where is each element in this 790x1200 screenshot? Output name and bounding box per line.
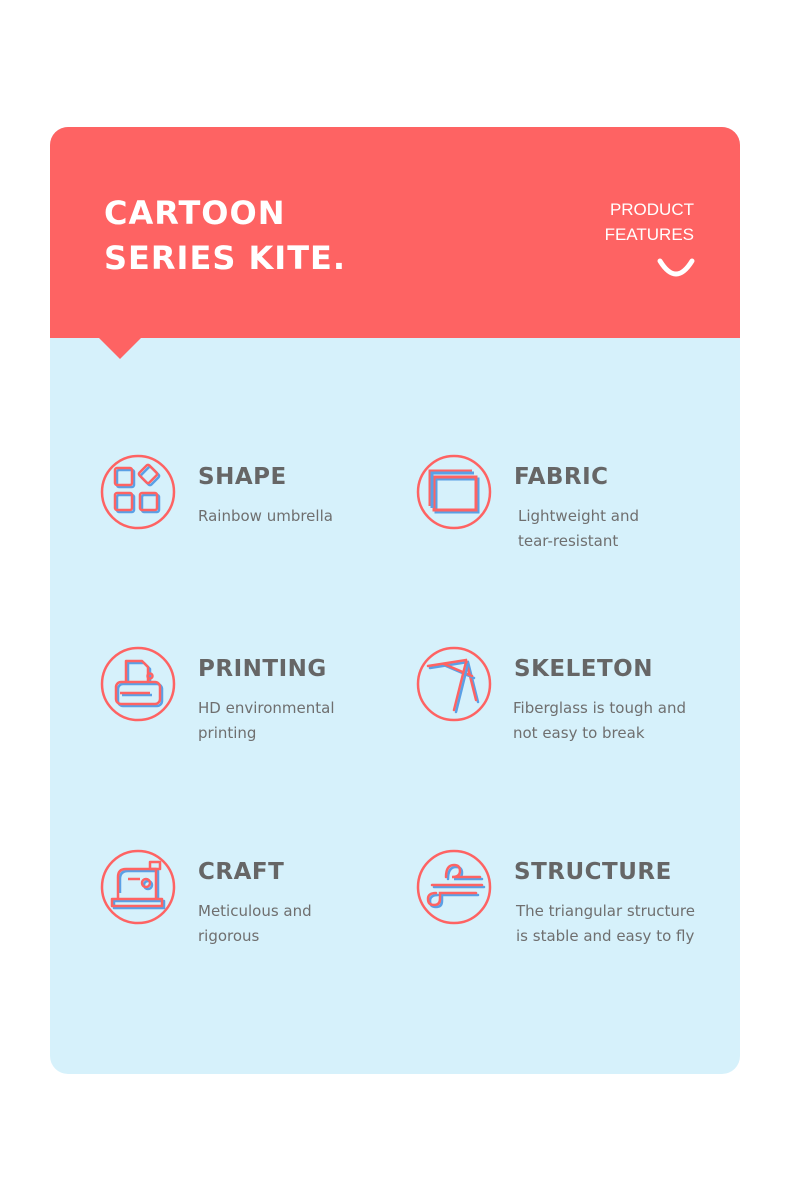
feature-desc-line: not easy to break xyxy=(513,724,645,742)
card-header xyxy=(50,127,740,338)
feature-title: SHAPE xyxy=(198,464,287,490)
feature-desc-line: Meticulous and xyxy=(198,902,312,920)
sewing-machine-icon xyxy=(100,849,176,925)
feature-desc-line: is stable and easy to fly xyxy=(516,927,695,945)
tag-line-2: FEATURES xyxy=(604,225,694,244)
feature-desc-line: HD environmental xyxy=(198,699,335,717)
feature-description xyxy=(518,504,708,554)
feature-title: CRAFT xyxy=(198,859,285,885)
feature-title: STRUCTURE xyxy=(514,859,672,885)
wind-icon xyxy=(416,849,492,925)
feature-desc-line: Fiberglass is tough and xyxy=(513,699,686,717)
shapes-icon xyxy=(100,454,176,530)
feature-desc-line: Rainbow umbrella xyxy=(198,507,333,525)
feature-description xyxy=(198,696,388,746)
feature-title: SKELETON xyxy=(514,656,653,682)
feature-description xyxy=(516,899,706,949)
feature-description xyxy=(513,696,703,746)
page-title xyxy=(104,191,346,281)
title-line-1: CARTOON xyxy=(104,194,286,232)
product-card xyxy=(50,127,740,1074)
header-pointer xyxy=(98,337,142,359)
feature-desc-line: printing xyxy=(198,724,257,742)
title-line-2: SERIES KITE. xyxy=(104,239,347,277)
feature-desc-line: tear-resistant xyxy=(518,532,619,550)
feature-desc-line: rigorous xyxy=(198,927,260,945)
feature-title: FABRIC xyxy=(514,464,609,490)
tag-line-1: PRODUCT xyxy=(609,200,694,219)
printer-icon xyxy=(100,646,176,722)
fabric-icon xyxy=(416,454,492,530)
feature-desc-line: The triangular structure xyxy=(516,902,695,920)
feature-description xyxy=(198,504,388,529)
product-features-tag xyxy=(605,197,694,247)
feature-title: PRINTING xyxy=(198,656,327,682)
feature-desc-line: Lightweight and xyxy=(518,507,639,525)
smile-icon xyxy=(656,257,696,281)
feature-description xyxy=(198,899,388,949)
skeleton-icon xyxy=(416,646,492,722)
